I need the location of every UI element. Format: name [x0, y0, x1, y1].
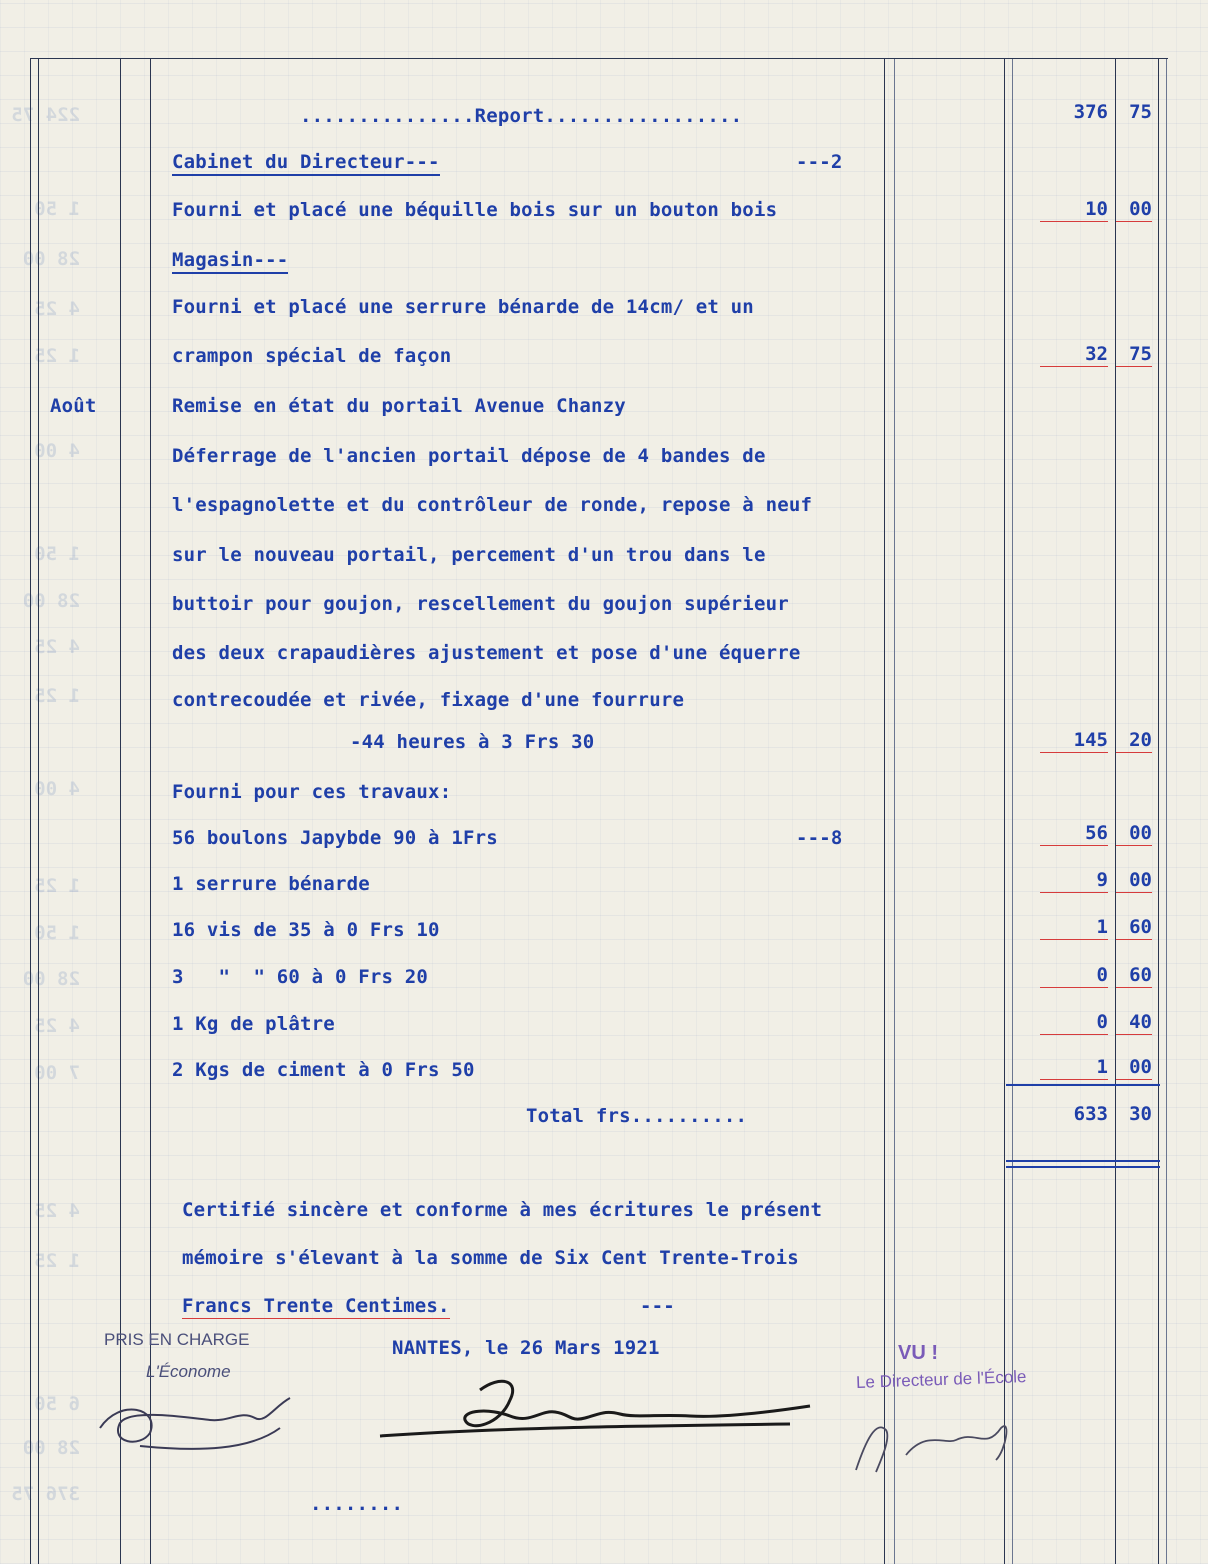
column-rule [884, 58, 885, 1564]
stamp-directeur: Le Directeur de l'École [855, 1367, 1027, 1392]
line-text: crampon spécial de façon [172, 345, 452, 367]
line-text: l'espagnolette et du contrôleur de ronde, repose à neuf [172, 494, 813, 516]
contractor-signature [370, 1370, 830, 1450]
line-francs: 56 [1040, 821, 1108, 846]
stamp-pris-en-charge: PRIS EN CHARGE [104, 1330, 250, 1349]
line-suffix: ---8 [796, 827, 843, 849]
line-text: 1 Kg de plâtre [172, 1013, 335, 1035]
line-francs: 9 [1040, 868, 1108, 893]
line-text: -44 heures à 3 Frs 30 [350, 731, 595, 753]
line-francs: 145 [1040, 728, 1108, 753]
line-cents: 40 [1116, 1010, 1152, 1035]
column-rule [38, 58, 39, 1564]
line-francs: 1 [1040, 1055, 1108, 1080]
line-text: contrecoudée et rivée, fixage d'une fourrure [172, 689, 685, 711]
total-label: Total frs.......... [526, 1105, 748, 1127]
line-cents: 00 [1116, 868, 1152, 893]
line-text: sur le nouveau portail, percement d'un trou dans le [172, 544, 766, 566]
column-rule [1158, 58, 1159, 1564]
column-rule [30, 58, 31, 1564]
line-cents: 20 [1116, 728, 1152, 753]
total-rule-top [1006, 1084, 1160, 1086]
top-rule [30, 58, 1168, 59]
column-rule [1012, 58, 1013, 1564]
line-text: 2 Kgs de ciment à 0 Frs 50 [172, 1059, 475, 1081]
footer-dots: ........ [310, 1493, 404, 1515]
line-text: 16 vis de 35 à 0 Frs 10 [172, 919, 440, 941]
line-francs: 32 [1040, 342, 1108, 367]
line-francs: 1 [1040, 915, 1108, 940]
total-rule-bottom [1006, 1166, 1160, 1168]
line-cents: 75 [1116, 342, 1152, 367]
line-francs: 0 [1040, 963, 1108, 988]
invoice-page: 224 75 1 50 28 00 4 25 1 25 4 00 1 50 28 00 4 25 1 25 4 00 1 25 1 50 28 00 4 25 7 00 4 25 1 25 6 50 28 00 376 75 ...............Report................. 376 75 Cabinet du Directeur--- ---2 Fourni et placé une béquille bois sur un bouton bois 10 00 Magasin--- Fourni et placé une serrure bénarde de 14cm/ et un crampon spécial de façon 32 75 Août Remise en état du portail Avenue Chanzy Déferrage de l'ancien portail dépose de 4 bandes de l'espagnolette et du contrôleur de ronde, repose à neuf sur le nouveau portail, percement d'un trou dans le buttoir pour goujon, rescellement du goujon supérieur des deux crapaudières ajustement et pose d'une équerre contrecoudée et rivée, fixage d'une fourrure -44 heures à 3 Frs 30 145 20 Fourni pour ces travaux: 56 boulons Japybde 90 à 1Frs ---8 56 00 1 serrure bénarde 9 00 16 vis de 35 à 0 Frs 10 1 60 3 " " 60 à 0 Frs 20 0 60 1 Kg de plâtre 0 40 2 Kgs de ciment à 0 Frs 50 1 00 Total frs.......... 633 30 Certifié sincère et conforme à mes écritures le présent mémoire s'élevant à la somme de Six Cent Trente-Trois Francs Trente Centimes. --- NANTES, le 26 Mars 1921 PRIS EN CHARGE L'Économe VU ! Le Directeur de l'École ........ [0, 0, 1208, 1564]
column-rule [894, 58, 895, 1564]
margin-month: Août [50, 395, 97, 417]
total-rule-bottom [1006, 1160, 1160, 1162]
line-francs: 10 [1040, 197, 1108, 222]
econome-signature [80, 1388, 320, 1458]
line-text: buttoir pour goujon, rescellement du goujon supérieur [172, 593, 789, 615]
line-cents: 60 [1116, 963, 1152, 988]
line-cents: 00 [1116, 821, 1152, 846]
column-rule [1166, 58, 1167, 1564]
certification-line: Francs Trente Centimes. [182, 1295, 450, 1317]
report-label: ...............Report................. [300, 105, 743, 127]
line-cents: 60 [1116, 915, 1152, 940]
section-suffix-cabinet: ---2 [796, 151, 843, 173]
line-text: Fourni pour ces travaux: [172, 781, 452, 803]
certification-line: --- [640, 1295, 675, 1317]
section-title-magasin: Magasin--- [172, 248, 288, 274]
line-francs: 0 [1040, 1010, 1108, 1035]
line-text: Remise en état du portail Avenue Chanzy [172, 395, 626, 417]
line-text: Fourni et placé une béquille bois sur un bouton bois [172, 199, 778, 221]
line-cents: 00 [1116, 1055, 1152, 1080]
report-francs: 376 [1073, 101, 1108, 123]
column-rule [1115, 58, 1116, 1564]
line-cents: 00 [1116, 197, 1152, 222]
director-signature [826, 1410, 1026, 1480]
stamp-econome: L'Économe [146, 1362, 231, 1381]
stamp-vu: VU ! [898, 1342, 938, 1364]
line-text: 3 " " 60 à 0 Frs 20 [172, 966, 429, 988]
line-text: Déferrage de l'ancien portail dépose de 4 bandes de [172, 445, 766, 467]
column-rule [1004, 58, 1005, 1564]
line-text: Fourni et placé une serrure bénarde de 14cm/ et un [172, 296, 754, 318]
certification-line: Certifié sincère et conforme à mes écritures le présent [182, 1199, 823, 1221]
report-cents: 75 [1129, 101, 1152, 123]
total-francs: 633 [1073, 1103, 1108, 1125]
line-text: 1 serrure bénarde [172, 873, 370, 895]
line-text: des deux crapaudières ajustement et pose d'une équerre [172, 642, 801, 664]
total-cents: 30 [1129, 1103, 1152, 1125]
line-text: 56 boulons Japybde 90 à 1Frs [172, 827, 498, 849]
certification-line: mémoire s'élevant à la somme de Six Cent Trente-Trois [182, 1247, 799, 1269]
section-title-cabinet: Cabinet du Directeur--- [172, 150, 440, 176]
place-date: NANTES, le 26 Mars 1921 [392, 1337, 660, 1359]
